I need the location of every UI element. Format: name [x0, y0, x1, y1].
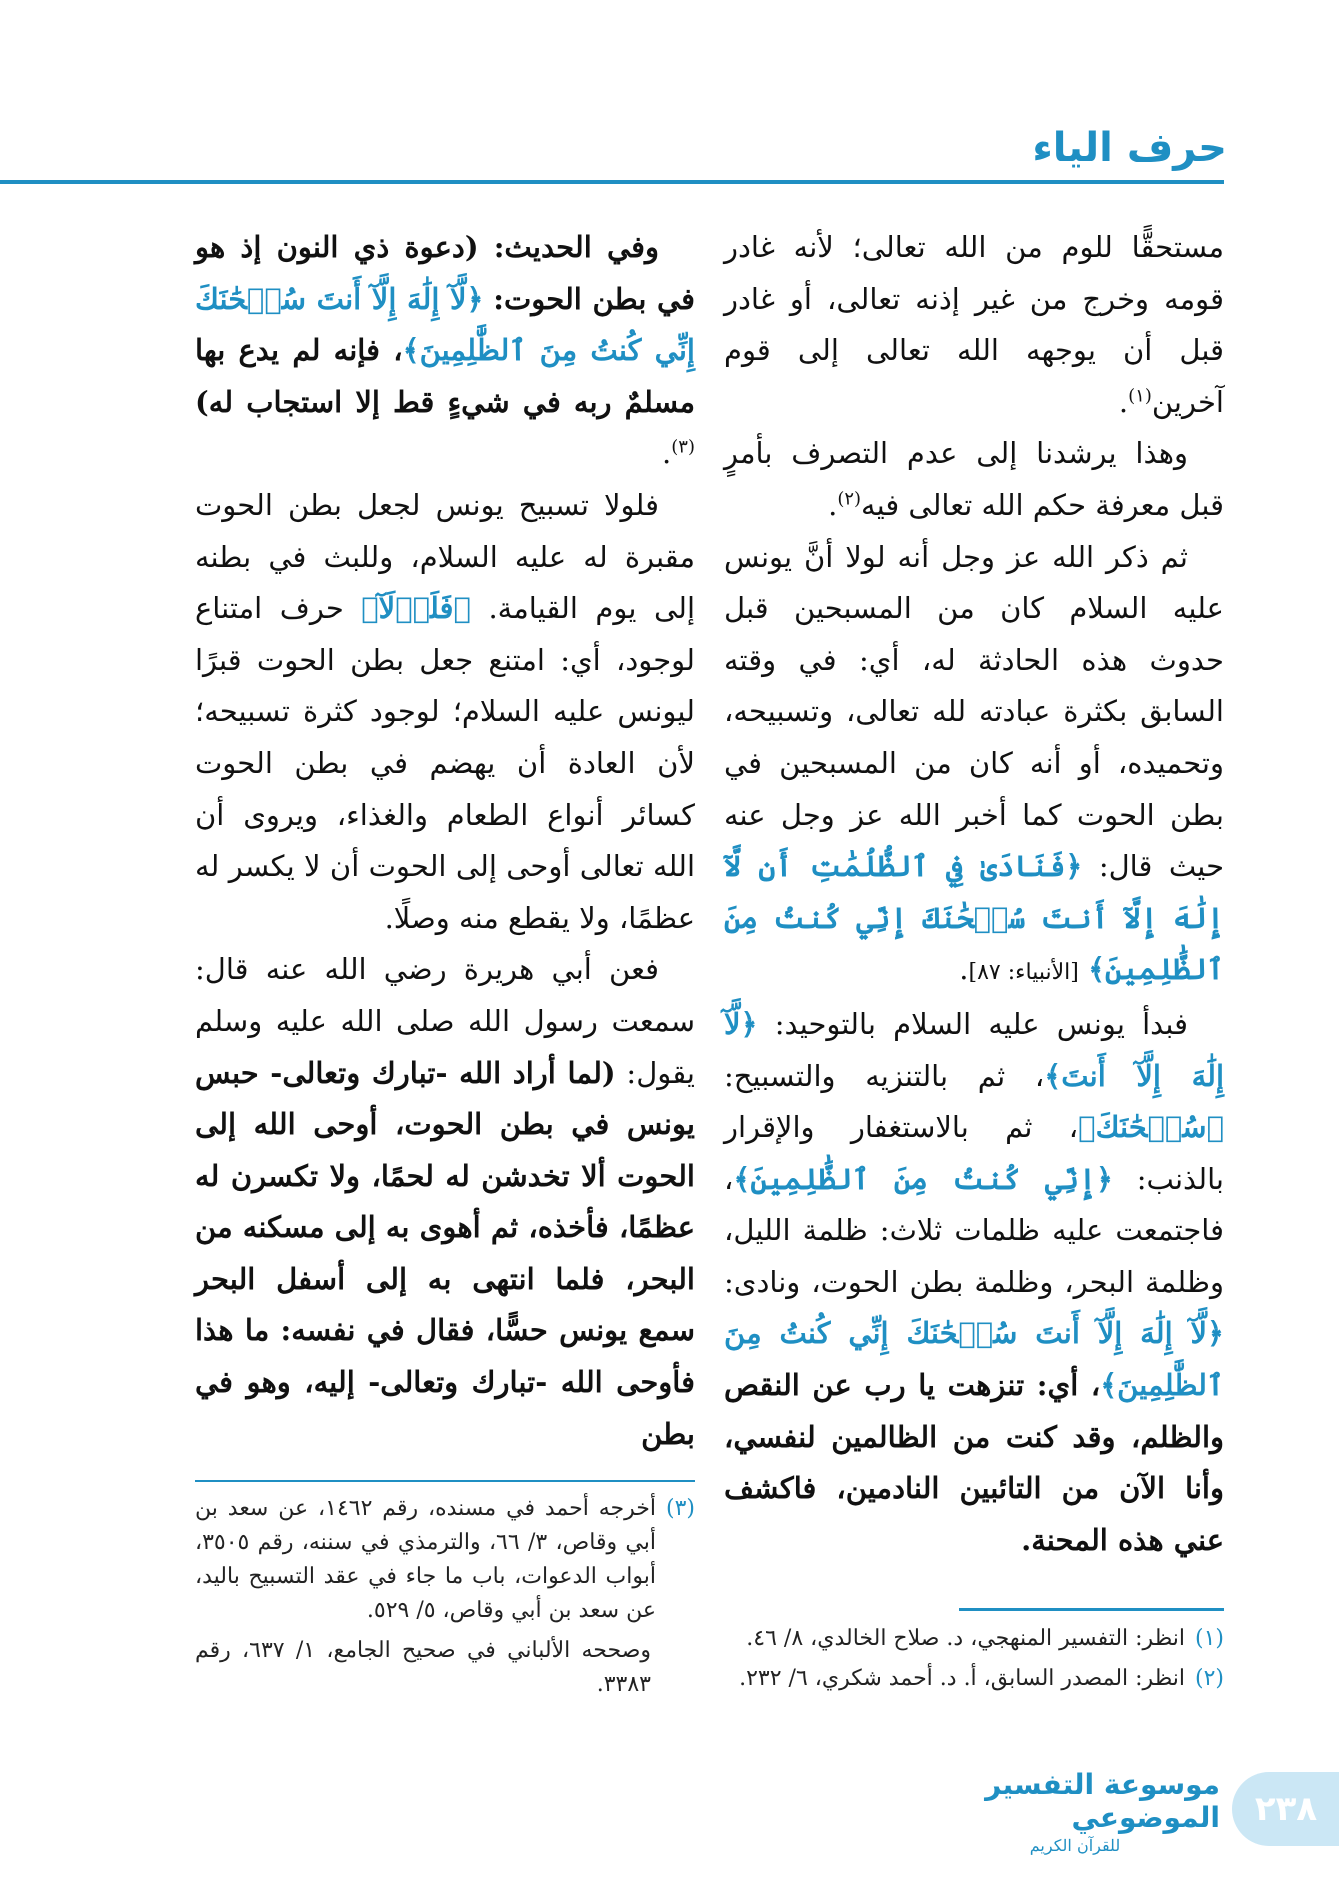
footnote — [724, 1662, 1224, 1696]
page-number-badge: ٢٣٨ — [1232, 1772, 1339, 1846]
footnote-rule — [195, 1480, 695, 1482]
left-footnotes — [195, 1492, 695, 1708]
paragraph-text: ، فإنه لم يدع بها مسلمٌ ربه في شيءٍ قط إلا استجاب له) — [195, 333, 695, 419]
paragraph: مستحقًّا للوم من الله تعالى؛ لأنه غادر قومه وخرج من غير إذنه تعالى، أو غادر قبل أن يوجهه الله تعالى إلى قوم آخرين$^{(١)}$. — [724, 230, 1224, 419]
verse-reference: [الأنبياء: ٨٧] — [968, 960, 1079, 986]
paragraph-text: ، ثم بالاستغفار والإقرار بالذنب: — [724, 1110, 1225, 1196]
paragraph: ثم ذكر الله عز وجل أنه لولا أنَّ يونس عليه السلام كان من المسبحين قبل حدوث هذه الحادثة له، أي: في وقته السابق بكثرة عبادته لله تعالى، وتسبيحه، وتحميده، أو أنه كان من المسبحين في بطن الحوت كما أخبر الله عز وجل عنه حيث قال: ﴿فَنَادَىٰ فِي ٱلظُّلُمَٰتِ أَن لَّآ إِلَٰهَ إِلَّآ أَنتَ سُبۡحَٰنَكَ إِنِّي كُنتُ مِنَ ٱلظَّٰلِمِينَ﴾ [الأنبياء: ٨٧]. — [724, 539, 1224, 987]
paragraph-text: ، فاجتمعت عليه ظلمات ثلاث: ظلمة الليل، وظلمة البحر، وظلمة بطن الحوت، ونادى: — [724, 1161, 1224, 1299]
hadith-text: (لما أراد الله -تبارك وتعالى- حبس يونس في بطن الحوت، أوحى الله إلى الحوت ألا تخدشن له لحمًا، ولا تكسرن له عظمًا، فأخذه، ثم أهوى به إلى مسكنه من البحر، فلما انتهى به إلى أسفل البحر سمع يونس حسًّا، فقال في نفسه: ما هذا فأوحى الله -تبارك وتعالى- إليه، وهو في بطن — [195, 1055, 695, 1451]
footnote-ref[interactable]: (١) — [1128, 385, 1152, 407]
footnote-number: (٢) — [1194, 1666, 1224, 1691]
footnote-text: انظر: المصدر السابق، أ. د. أحمد شكري، ٦/ ٢٣٢. — [739, 1666, 1185, 1691]
paragraph-text: حرف امتناع لوجود، أي: امتنع جعل بطن الحوت قبرًا ليونس عليه السلام؛ لوجود كثرة تسبيحه؛ لأن العادة أن يهضم في بطن الحوت كسائر أنواع الطعام والغذاء، ويروى أن الله تعالى أوحى إلى الحوت أن لا يكسر له عظمًا، ولا يقطع منه وصلًا. — [195, 591, 695, 935]
paragraph — [195, 480, 695, 944]
quran-verse: ﴿سُبۡحَٰنَكَ﴾ — [1078, 1110, 1224, 1145]
quran-verse: ﴿إِنِّي كُنتُ مِنَ ٱلظَّٰلِمِينَ﴾ — [733, 1161, 1113, 1196]
paragraph-text: فبدأ يونس عليه السلام بالتوحيد: — [774, 1006, 1189, 1041]
paragraph-text: فلولا تسبيح يونس لجعل بطن الحوت مقبرة له عليه السلام، وللبث في بطنه إلى يوم القيامة. — [195, 487, 696, 626]
header-rule — [0, 180, 1224, 184]
paragraph-text: فعن أبي هريرة رضي الله عنه قال: سمعت رسول الله صلى الله عليه وسلم يقول: — [195, 952, 695, 1090]
paragraph: وفي الحديث: (دعوة ذي النون إذ هو في بطن الحوت: ﴿لَّآ إِلَٰهَ إِلَّآ أَنتَ سُبۡحَٰنَكَ إِنِّي كُنتُ مِنَ ٱلظَّٰلِمِينَ﴾، فإنه لم يدع بها مسلمٌ ربه في شيءٍ قط إلا استجاب له)$^{(٣)}$. — [195, 230, 696, 471]
paragraph-text: ، أي: تنزهت يا رب عن النقص والظلم، وقد كنت من الظالمين لنفسي، وأنا الآن من التائبين النادمين، فاكشف عني هذه المحنة. — [724, 1368, 1224, 1557]
footnote-ref[interactable]: (٢) — [837, 488, 862, 510]
footnote-text: انظر: التفسير المنهجي، د. صلاح الخالدي، ٨/ ٤٦. — [746, 1626, 1185, 1651]
paragraph-text: وهذا يرشدنا إلى عدم التصرف بأمرٍ قبل معرفة حكم الله تعالى فيه — [724, 436, 1224, 522]
footnote-rule — [959, 1608, 1224, 1611]
paragraph-text: ، ثم بالتنزيه والتسبيح: — [724, 1058, 1045, 1093]
quran-verse: ﴿لَّآ إِلَٰهَ إِلَّآ أَنتَ﴾ — [724, 1006, 1225, 1093]
footnote-text: وصححه الألباني في صحيح الجامع، ١/ ٦٣٧، رقم ٣٣٨٣. — [195, 1638, 651, 1697]
footnote — [195, 1634, 695, 1702]
encyclopedia-logo — [930, 1767, 1220, 1855]
footnote-number: (٣) — [665, 1496, 695, 1521]
logo-main-text: موسوعة التفسير الموضوعي — [985, 1767, 1220, 1834]
paragraph — [724, 999, 1224, 1567]
paragraph-text: وفي الحديث: (دعوة ذي النون إذ هو في بطن الحوت: — [195, 230, 696, 316]
quran-verse: ﴿لَّآ إِلَٰهَ إِلَّآ أَنتَ سُبۡحَٰنَكَ إِنِّي كُنتُ مِنَ ٱلظَّٰلِمِينَ﴾ — [195, 281, 695, 368]
left-column — [195, 222, 695, 1460]
paragraph-text: ثم ذكر الله عز وجل أنه لولا أنَّ يونس عليه السلام كان من المسبحين قبل حدوث هذه الحادثة له، أي: في وقته السابق بكثرة عبادته لله تعالى، وتسبيحه، وتحميده، أو أنه كان من المسبحين في بطن الحوت كما أخبر الله عز وجل عنه حيث قال: — [724, 539, 1224, 884]
footnote-number: (١) — [1194, 1626, 1224, 1651]
footnote — [724, 1622, 1224, 1656]
footnote-ref[interactable]: (٣) — [671, 436, 695, 458]
logo-sub-text: للقرآن الكريم — [1029, 1835, 1121, 1855]
paragraph-text: مستحقًّا للوم من الله تعالى؛ لأنه غادر قومه وخرج من غير إذنه تعالى، أو غادر قبل أن يوجهه الله تعالى إلى قوم آخرين — [724, 230, 1224, 419]
quran-verse: ﴿فَلَوۡلَآ﴾ — [361, 591, 471, 626]
quran-verse: ﴿فَنَادَىٰ فِي ٱلظُّلُمَٰتِ أَن لَّآ إِلَٰهَ إِلَّآ أَنتَ سُبۡحَٰنَكَ إِنِّي كُنتُ مِنَ ٱلظَّٰلِمِينَ﴾ — [724, 849, 1224, 987]
right-column — [724, 222, 1224, 1566]
paragraph: وهذا يرشدنا إلى عدم التصرف بأمرٍ قبل معرفة حكم الله تعالى فيه$^{(٢)}$. — [724, 436, 1224, 522]
right-footnotes — [724, 1622, 1224, 1702]
paragraph — [195, 944, 695, 1460]
footnote — [195, 1492, 695, 1628]
quran-verse: ﴿لَّآ إِلَٰهَ إِلَّآ أَنتَ سُبۡحَٰنَكَ إِنِّي كُنتُ مِنَ ٱلظَّٰلِمِينَ﴾ — [724, 1316, 1224, 1403]
footnote-text: أخرجه أحمد في مسنده، رقم ١٤٦٢، عن سعد بن أبي وقاص، ٣/ ٦٦، والترمذي في سننه، رقم ٣٥٠٥، أبواب الدعوات، باب ما جاء في عقد التسبيح باليد، عن سعد بن أبي وقاص، ٥/ ٥٢٩. — [195, 1496, 656, 1623]
running-header-title: حرف الياء — [1032, 125, 1227, 171]
